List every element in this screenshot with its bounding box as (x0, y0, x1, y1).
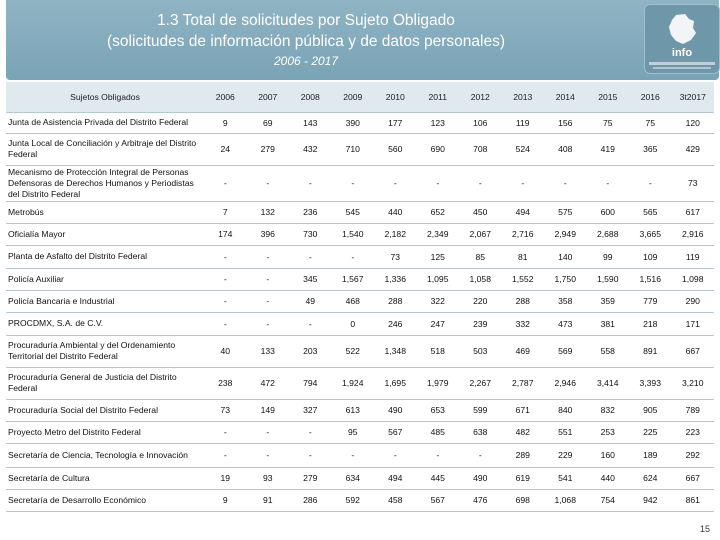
value-cell: 468 (332, 290, 375, 312)
value-cell: - (332, 245, 375, 268)
value-cell: 203 (289, 335, 332, 367)
value-cell: 599 (459, 399, 502, 421)
value-cell: 419 (587, 133, 630, 165)
value-cell: - (247, 290, 290, 312)
value-cell: 109 (629, 245, 672, 268)
value-cell: 73 (204, 399, 247, 421)
map-icon (667, 13, 697, 45)
value-cell: 2,949 (544, 223, 587, 245)
value-cell: 779 (629, 290, 672, 312)
column-header-year: 3t2017 (672, 82, 715, 112)
value-cell: 482 (502, 421, 545, 443)
subject-name-cell: Secretaría de Desarrollo Económico (6, 489, 204, 511)
subject-name-cell: Policía Bancaria e Industrial (6, 290, 204, 312)
value-cell: - (289, 443, 332, 467)
value-cell: 652 (417, 201, 460, 223)
value-cell: 143 (289, 112, 332, 133)
value-cell: 1,695 (374, 367, 417, 399)
value-cell: 171 (672, 312, 715, 335)
value-cell: 91 (247, 489, 290, 511)
value-cell: - (204, 312, 247, 335)
table-row (6, 268, 714, 290)
value-cell: 9 (204, 112, 247, 133)
value-cell: 490 (459, 467, 502, 489)
value-cell: 567 (417, 489, 460, 511)
value-cell: 119 (672, 245, 715, 268)
value-cell: 541 (544, 467, 587, 489)
value-cell: 524 (502, 133, 545, 165)
value-cell: 99 (587, 245, 630, 268)
table-row (6, 201, 714, 223)
value-cell: 253 (587, 421, 630, 443)
value-cell: 73 (374, 245, 417, 268)
value-cell: 246 (374, 312, 417, 335)
value-cell: 359 (587, 290, 630, 312)
value-cell: 1,540 (332, 223, 375, 245)
value-cell: 891 (629, 335, 672, 367)
value-cell: 494 (374, 467, 417, 489)
table-body (6, 112, 714, 511)
value-cell: 236 (289, 201, 332, 223)
value-cell: 286 (289, 489, 332, 511)
value-cell: 432 (289, 133, 332, 165)
value-cell: 24 (204, 133, 247, 165)
value-cell: 469 (502, 335, 545, 367)
value-cell: 119 (502, 112, 545, 133)
value-cell: 522 (332, 335, 375, 367)
table-row (6, 165, 714, 201)
value-cell: 840 (544, 399, 587, 421)
value-cell: 177 (374, 112, 417, 133)
value-cell: 638 (459, 421, 502, 443)
value-cell: 789 (672, 399, 715, 421)
value-cell: 1,336 (374, 268, 417, 290)
logo-caption-line (649, 62, 715, 65)
table-row (6, 399, 714, 421)
value-cell: 667 (672, 467, 715, 489)
value-cell: 1,068 (544, 489, 587, 511)
value-cell: 1,590 (587, 268, 630, 290)
subject-name-cell: Policía Auxiliar (6, 268, 204, 290)
column-header-year: 2009 (332, 82, 375, 112)
subject-name-cell: Planta de Asfalto del Distrito Federal (6, 245, 204, 268)
value-cell: 106 (459, 112, 502, 133)
column-header-year: 2010 (374, 82, 417, 112)
table-row (6, 367, 714, 399)
value-cell: 1,058 (459, 268, 502, 290)
value-cell: 2,182 (374, 223, 417, 245)
value-cell: 832 (587, 399, 630, 421)
value-cell: 123 (417, 112, 460, 133)
page-title (6, 10, 606, 52)
value-cell: 247 (417, 312, 460, 335)
value-cell: 667 (672, 335, 715, 367)
value-cell: - (204, 421, 247, 443)
value-cell: 2,787 (502, 367, 545, 399)
value-cell: 322 (417, 290, 460, 312)
value-cell: - (417, 165, 460, 201)
column-header-year: 2006 (204, 82, 247, 112)
value-cell: 567 (374, 421, 417, 443)
column-header-year: 2007 (247, 82, 290, 112)
info-logo (644, 4, 720, 74)
value-cell: 3,414 (587, 367, 630, 399)
table-row (6, 489, 714, 511)
table-row (6, 443, 714, 467)
value-cell: - (204, 268, 247, 290)
value-cell: 132 (247, 201, 290, 223)
value-cell: 440 (587, 467, 630, 489)
value-cell: 290 (672, 290, 715, 312)
value-cell: 565 (629, 201, 672, 223)
value-cell: - (204, 290, 247, 312)
column-header-year: 2015 (587, 82, 630, 112)
value-cell: 189 (629, 443, 672, 467)
value-cell: 2,688 (587, 223, 630, 245)
value-cell: 710 (332, 133, 375, 165)
value-cell: 600 (587, 201, 630, 223)
value-cell: 218 (629, 312, 672, 335)
value-cell: 332 (502, 312, 545, 335)
value-cell: 390 (332, 112, 375, 133)
value-cell: - (247, 165, 290, 201)
value-cell: 292 (672, 443, 715, 467)
value-cell: 279 (289, 467, 332, 489)
table-header-row (6, 82, 714, 112)
value-cell: 7 (204, 201, 247, 223)
value-cell: 445 (417, 467, 460, 489)
value-cell: - (332, 165, 375, 201)
value-cell: 1,567 (332, 268, 375, 290)
value-cell: 494 (502, 201, 545, 223)
value-cell: 905 (629, 399, 672, 421)
value-cell: 653 (417, 399, 460, 421)
value-cell: 671 (502, 399, 545, 421)
column-header-year: 2014 (544, 82, 587, 112)
value-cell: 225 (629, 421, 672, 443)
value-cell: 545 (332, 201, 375, 223)
column-header-year: 2013 (502, 82, 545, 112)
value-cell: 223 (672, 421, 715, 443)
subject-name-cell: Procuraduría General de Justicia del Distrito Federal (6, 367, 204, 399)
value-cell: - (289, 245, 332, 268)
page-number: 15 (699, 524, 710, 534)
logo-text: info (671, 47, 693, 59)
value-cell: 575 (544, 201, 587, 223)
value-cell: 558 (587, 335, 630, 367)
value-cell: - (204, 443, 247, 467)
value-cell: - (289, 165, 332, 201)
subject-name-cell: Junta de Asistencia Privada del Distrito Federal (6, 112, 204, 133)
value-cell: 9 (204, 489, 247, 511)
table-row (6, 112, 714, 133)
value-cell: 2,716 (502, 223, 545, 245)
table-row (6, 467, 714, 489)
value-cell: 75 (587, 112, 630, 133)
value-cell: 125 (417, 245, 460, 268)
value-cell: 1,924 (332, 367, 375, 399)
value-cell: - (204, 165, 247, 201)
column-header-subjects: Sujetos Obligados (6, 82, 204, 112)
value-cell: 85 (459, 245, 502, 268)
value-cell: 754 (587, 489, 630, 511)
value-cell: 440 (374, 201, 417, 223)
column-header-year: 2011 (417, 82, 460, 112)
header-banner (6, 0, 719, 80)
value-cell: 40 (204, 335, 247, 367)
value-cell: 140 (544, 245, 587, 268)
value-cell: 592 (332, 489, 375, 511)
title-line-1: 1.3 Total de solicitudes por Sujeto Obligado (157, 12, 455, 29)
value-cell: 473 (544, 312, 587, 335)
subject-name-cell: Secretaría de Cultura (6, 467, 204, 489)
subject-name-cell: Proyecto Metro del Distrito Federal (6, 421, 204, 443)
value-cell: 3,665 (629, 223, 672, 245)
value-cell: 458 (374, 489, 417, 511)
value-cell: 708 (459, 133, 502, 165)
value-cell: 730 (289, 223, 332, 245)
value-cell: 69 (247, 112, 290, 133)
value-cell: 288 (374, 290, 417, 312)
subject-name-cell: Secretaría de Ciencia, Tecnología e Innovación (6, 443, 204, 467)
subject-name-cell: PROCDMX, S.A. de C.V. (6, 312, 204, 335)
table-row (6, 245, 714, 268)
value-cell: 279 (247, 133, 290, 165)
value-cell: - (289, 312, 332, 335)
value-cell: 174 (204, 223, 247, 245)
value-cell: 75 (629, 112, 672, 133)
requests-table (6, 82, 714, 512)
title-line-2: (solicitudes de información pública y de datos personales) (106, 33, 506, 50)
value-cell: - (247, 421, 290, 443)
value-cell: 794 (289, 367, 332, 399)
value-cell: - (332, 443, 375, 467)
value-cell: 698 (502, 489, 545, 511)
table-row (6, 421, 714, 443)
value-cell: 1,552 (502, 268, 545, 290)
value-cell: 220 (459, 290, 502, 312)
value-cell: - (374, 165, 417, 201)
value-cell: - (459, 443, 502, 467)
value-cell: 1,098 (672, 268, 715, 290)
value-cell: 2,946 (544, 367, 587, 399)
value-cell: - (247, 312, 290, 335)
value-cell: 472 (247, 367, 290, 399)
value-cell: 381 (587, 312, 630, 335)
value-cell: 613 (332, 399, 375, 421)
value-cell: - (544, 165, 587, 201)
value-cell: 634 (332, 467, 375, 489)
value-cell: 2,916 (672, 223, 715, 245)
year-range-subtitle: 2006 - 2017 (273, 54, 339, 68)
value-cell: - (247, 268, 290, 290)
value-cell: - (502, 165, 545, 201)
value-cell: 2,349 (417, 223, 460, 245)
value-cell: 2,067 (459, 223, 502, 245)
value-cell: 229 (544, 443, 587, 467)
value-cell: - (204, 245, 247, 268)
value-cell: - (629, 165, 672, 201)
value-cell: 617 (672, 201, 715, 223)
value-cell: 288 (502, 290, 545, 312)
value-cell: 1,750 (544, 268, 587, 290)
value-cell: 569 (544, 335, 587, 367)
value-cell: 95 (332, 421, 375, 443)
value-cell: 619 (502, 467, 545, 489)
value-cell: 624 (629, 467, 672, 489)
value-cell: 450 (459, 201, 502, 223)
value-cell: 861 (672, 489, 715, 511)
subject-name-cell: Mecanismo de Protección Integral de Personas Defensoras de Derechos Humanos y Periodistas del Distrito Federal (6, 165, 204, 201)
value-cell: 2,267 (459, 367, 502, 399)
value-cell: 3,210 (672, 367, 715, 399)
subject-name-cell: Junta Local de Conciliación y Arbitraje del Distrito Federal (6, 133, 204, 165)
value-cell: 518 (417, 335, 460, 367)
value-cell: 690 (417, 133, 460, 165)
value-cell: 93 (247, 467, 290, 489)
value-cell: 560 (374, 133, 417, 165)
value-cell: - (289, 421, 332, 443)
value-cell: 476 (459, 489, 502, 511)
value-cell: 19 (204, 467, 247, 489)
value-cell: - (459, 165, 502, 201)
table-row (6, 335, 714, 367)
value-cell: - (247, 245, 290, 268)
value-cell: 429 (672, 133, 715, 165)
value-cell: 149 (247, 399, 290, 421)
subject-name-cell: Procuraduría Social del Distrito Federal (6, 399, 204, 421)
subject-name-cell: Metrobús (6, 201, 204, 223)
value-cell: 327 (289, 399, 332, 421)
table-row (6, 133, 714, 165)
value-cell: 485 (417, 421, 460, 443)
value-cell: 49 (289, 290, 332, 312)
value-cell: 160 (587, 443, 630, 467)
value-cell: 133 (247, 335, 290, 367)
value-cell: 503 (459, 335, 502, 367)
column-header-year: 2016 (629, 82, 672, 112)
value-cell: - (417, 443, 460, 467)
table-row (6, 223, 714, 245)
value-cell: 3,393 (629, 367, 672, 399)
value-cell: 551 (544, 421, 587, 443)
value-cell: 289 (502, 443, 545, 467)
logo-caption-line (653, 67, 711, 69)
value-cell: 1,516 (629, 268, 672, 290)
value-cell: - (247, 443, 290, 467)
value-cell: 239 (459, 312, 502, 335)
subject-name-cell: Oficialía Mayor (6, 223, 204, 245)
table-row (6, 290, 714, 312)
value-cell: 81 (502, 245, 545, 268)
value-cell: 1,095 (417, 268, 460, 290)
value-cell: 408 (544, 133, 587, 165)
value-cell: 0 (332, 312, 375, 335)
value-cell: 396 (247, 223, 290, 245)
value-cell: 1,348 (374, 335, 417, 367)
value-cell: 238 (204, 367, 247, 399)
value-cell: 73 (672, 165, 715, 201)
subject-name-cell: Procuraduría Ambiental y del Ordenamiento Territorial del Distrito Federal (6, 335, 204, 367)
value-cell: - (374, 443, 417, 467)
column-header-year: 2008 (289, 82, 332, 112)
value-cell: 156 (544, 112, 587, 133)
value-cell: 490 (374, 399, 417, 421)
value-cell: 358 (544, 290, 587, 312)
value-cell: 942 (629, 489, 672, 511)
value-cell: 120 (672, 112, 715, 133)
table-row (6, 312, 714, 335)
value-cell: 1,979 (417, 367, 460, 399)
value-cell: 345 (289, 268, 332, 290)
column-header-year: 2012 (459, 82, 502, 112)
value-cell: 365 (629, 133, 672, 165)
value-cell: - (587, 165, 630, 201)
